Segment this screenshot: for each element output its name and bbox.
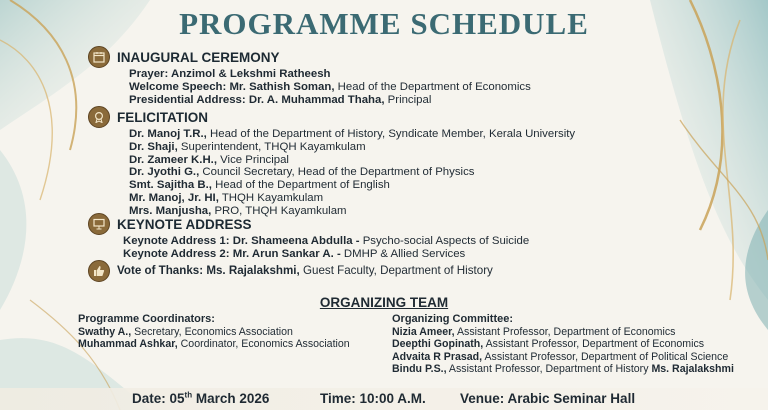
committee-row: Bindu P.S., Assistant Professor, Department of History Ms. Rajalakshmi (392, 362, 734, 375)
event-date: Date: 05th March 2026 (132, 390, 270, 406)
inaugural-line-presidential: Presidential Address: Dr. A. Muhammad Thaha, Principal (129, 93, 432, 106)
thumbs-up-icon (88, 260, 110, 282)
inaugural-title: INAUGURAL CEREMONY (117, 49, 280, 65)
felicitation-line: Dr. Shaji, Superintendent, THQH Kayamkulam (129, 140, 366, 153)
inaugural-line-welcome: Welcome Speech: Mr. Sathish Soman, Head of the Department of Economics (129, 80, 531, 93)
keynote-line: Keynote Address 2: Mr. Arun Sankar A. - DMHP & Allied Services (123, 247, 466, 260)
committee-row: Nizia Ameer, Assistant Professor, Department of Economics (392, 326, 676, 338)
felicitation-line: Dr. Jyothi G., Council Secretary, Head of the Department of Physics (129, 166, 475, 179)
inaugural-line-prayer: Prayer: Anzimol & Lekshmi Ratheesh (129, 68, 331, 80)
programme-coordinators (78, 313, 350, 351)
keynote-line: Keynote Address 1: Dr. Shameena Abdulla - Psycho-social Aspects of Suicide (123, 235, 530, 247)
felicitation-line: Mrs. Manjusha, PRO, THQH Kayamkulam (129, 204, 347, 217)
committee-row: Deepthi Gopinath, Assistant Professor, Department of Economics (392, 338, 705, 351)
keynote-title: KEYNOTE ADDRESS (117, 216, 252, 232)
presentation-icon (88, 213, 110, 235)
felicitation-title: FELICITATION (117, 109, 208, 125)
event-venue: Venue: Arabic Seminar Hall (460, 391, 636, 406)
felicitation-line: Dr. Zameer K.H., Vice Principal (129, 153, 289, 166)
coordinator-row: Muhammad Ashkar, Coordinator, Economics Association (78, 338, 350, 351)
coordinators-heading: Programme Coordinators: (78, 313, 215, 325)
calendar-icon (88, 46, 110, 68)
vote-of-thanks-line: Vote of Thanks: Ms. Rajalakshmi, Guest Faculty, Department of History (117, 263, 493, 277)
felicitation-section (88, 106, 575, 218)
committee-heading: Organizing Committee: (392, 313, 514, 325)
event-footer (0, 388, 768, 410)
award-icon (88, 106, 110, 128)
organizing-team-title: ORGANIZING TEAM (319, 295, 449, 310)
inaugural-section (88, 46, 531, 106)
page-title: PROGRAMME SCHEDULE (179, 6, 589, 41)
felicitation-line: Smt. Sajitha B., Head of the Department of English (129, 179, 390, 192)
event-time: Time: 10:00 A.M. (320, 391, 426, 406)
committee-row: Advaita R Prasad, Assistant Professor, Department of Political Science (392, 350, 729, 363)
vote-of-thanks-section (88, 260, 493, 282)
organizing-committee (392, 313, 734, 375)
coordinator-row: Swathy A., Secretary, Economics Association (78, 326, 293, 338)
felicitation-line: Mr. Manoj, Jr. HI, THQH Kayamkulam (129, 191, 324, 204)
keynote-section (88, 213, 529, 261)
felicitation-line: Dr. Manoj T.R., Head of the Department of History, Syndicate Member, Kerala University (129, 128, 576, 140)
